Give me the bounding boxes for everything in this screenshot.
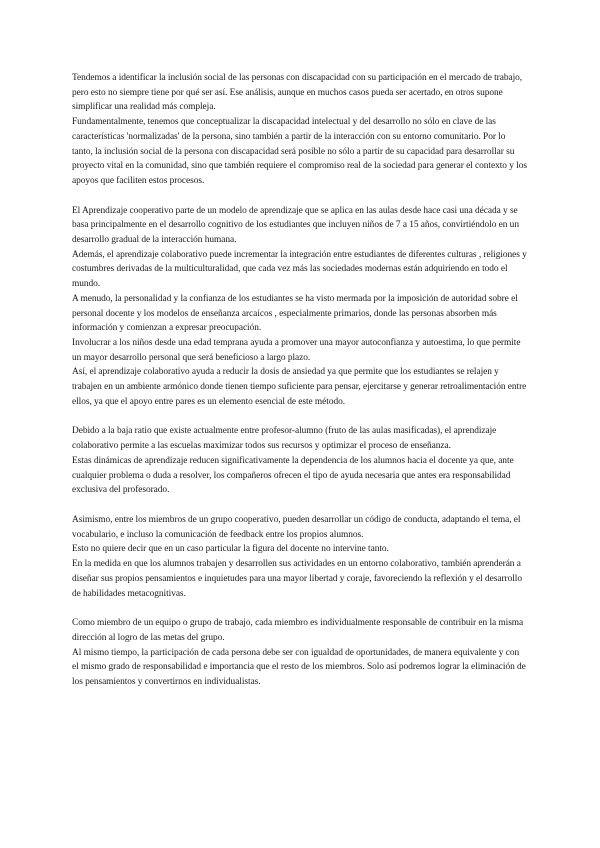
paragraph: En la medida en que los alumnos trabajen y desarrollen sus actividades en un entorno colaborativo, también aprenderán a diseñar sus propios pensamientos e inquietudes para una mayor libertad y coraje, favoreciendo la reflexión y el desarrollo de habilidades metacognitivas. — [72, 559, 522, 599]
document-page — [72, 71, 528, 705]
section-aprendizaje-cooperativo — [72, 204, 528, 410]
section-inclusion-social — [72, 71, 528, 189]
paragraph: Asimismo, entre los miembros de un grupo cooperativo, pueden desarrollar un código de conducta, adaptando el tema, el vocabulario, e incluso la comunicación de feedback entre los propios alumnos. — [72, 514, 521, 540]
paragraph: A menudo, la personalidad y la confianza de los estudiantes se ha visto mermada por la imposición de autoridad sobre el personal docente y los modelos de enseñanza arcaicos , especialmente primarios, donde las personas absorben más información y comienzan a expresar preocupación. — [72, 293, 518, 334]
paragraph: Involucrar a los niños desde una edad temprana ayuda a promover una mayor autoconfianza y autoestima, lo que permite un mayor desarrollo personal que será beneficioso a largo plazo. — [72, 337, 521, 363]
paragraph: Además, el aprendizaje colaborativo puede incrementar la integración entre estudiantes de diferentes culturas , religiones y costumbres derivadas de la multiculturalidad, que cada vez más las sociedades modernas están adquiriendo en todo el mundo. — [72, 249, 527, 290]
paragraph: Al mismo tiempo, la participación de cada persona debe ser con igualdad de oportunidades, de manera equivalente y con el mismo grado de responsabilidad e importancia que el resto de los miembros. Solo así podremos lograr la eliminación de los pensamientos y convertirnos en individualistas. — [72, 647, 526, 688]
section-equipo-trabajo — [72, 616, 528, 690]
paragraph: Como miembro de un equipo o grupo de trabajo, cada miembro es individualmente responsable de contribuir en la misma dirección al logro de las metas del grupo. — [72, 618, 524, 643]
paragraph: Debido a la baja ratio que existe actualmente entre profesor-alumno (fruto de las aulas masificadas), el aprendizaje colaborativo permite a las escuelas maximizar todos sus recursos y optimizar el proceso de enseñanza. — [72, 426, 497, 452]
paragraph: El Aprendizaje cooperativo parte de un modelo de aprendizaje que se aplica en las aulas desde hace casi una década y se basa principalmente en el desarrollo cognitivo de los estudiantes que incluyen niños de 7 a 15 años, convirtiéndolo en un desarrollo gradual de la interacción humana. — [72, 205, 519, 246]
section-ratio-profesor-alumno — [72, 424, 528, 498]
paragraph: Esto no quiere decir que en un caso particular la figura del docente no intervine tanto. — [72, 544, 389, 555]
paragraph: Estas dinámicas de aprendizaje reducen significativamente la dependencia de los alumnos hacia el docente ya que, ante cualquier problema o duda a resolver, los compañeros ofrecen el tipo de ayuda necesaria que antes era responsabilidad exclusiva del profesorado. — [72, 455, 514, 496]
paragraph: Fundamentalmente, tenemos que conceptualizar la discapacidad intelectual y del desarrollo no sólo en clave de las características 'normalizadas' de la persona, sino también a partir de la interacción con su entorno comunitario. Por lo tanto, la inclusión social de la persona con discapacidad será posible no sólo a partir de su capacidad para desarrollar su proyecto vital en la comunidad, sino que también requiere el compromiso real de la sociedad para generar el contexto y los apoyos que faciliten estos procesos. — [72, 117, 527, 186]
section-grupo-cooperativo — [72, 513, 528, 601]
paragraph: Tendemos a identificar la inclusión social de las personas con discapacidad con su participación en el mercado de trabajo, pero esto no siempre tiene por qué ser así. Ese análisis, aunque en muchos casos pueda ser acertado, en otros supone simplificar una realidad más compleja. — [72, 73, 523, 113]
paragraph: Así, el aprendizaje colaborativo ayuda a reducir la dosis de ansiedad ya que permite que los estudiantes se relajen y trabajen en un ambiente armónico donde tienen tiempo suficiente para pensar, ejercitarse y generar retroalimentación entre ellos, ya que el apoyo entre pares es un elemento esencial de este método. — [72, 367, 527, 407]
